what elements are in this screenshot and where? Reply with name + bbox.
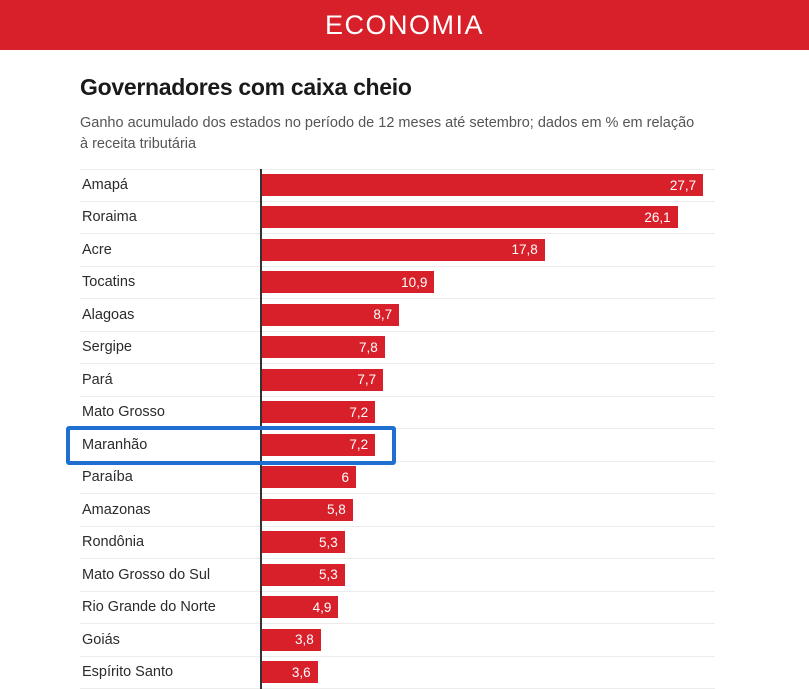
bar-track <box>260 202 715 234</box>
bar-row <box>80 592 715 625</box>
bar-value-label: 10,9 <box>401 274 428 290</box>
bar-value-label: 3,6 <box>291 664 311 680</box>
bar-chart <box>80 169 715 689</box>
section-banner-title: ECONOMIA <box>324 9 484 40</box>
bar-row <box>80 364 715 397</box>
bar <box>260 531 345 553</box>
bar <box>260 596 338 618</box>
bar-row <box>80 267 715 300</box>
bar-row-label: Pará <box>82 371 113 388</box>
bar <box>260 466 356 488</box>
bar-track <box>260 170 715 201</box>
bar-row <box>80 494 715 527</box>
bar-track <box>260 624 715 656</box>
bar-row <box>80 202 715 235</box>
bar <box>260 304 399 326</box>
bar-row-label: Mato Grosso do Sul <box>82 566 211 583</box>
bar <box>260 206 678 228</box>
bar-row <box>80 559 715 592</box>
bar-track <box>260 429 715 461</box>
bar-value-label: 7,2 <box>349 437 369 453</box>
bar-track <box>260 397 715 429</box>
bar-row-label: Alagoas <box>82 306 135 323</box>
bar-value-label: 6 <box>341 469 349 485</box>
bar-value-label: 8,7 <box>373 307 393 323</box>
bar-track <box>260 299 715 331</box>
bar-value-label: 7,2 <box>349 404 369 420</box>
bar-row <box>80 462 715 495</box>
bar-value-label: 7,8 <box>359 339 378 355</box>
bar-value-label: 17,8 <box>511 242 538 258</box>
bar-value-label: 26,1 <box>644 209 671 225</box>
bar <box>260 336 385 358</box>
bar <box>260 174 703 196</box>
bar-track <box>260 234 715 266</box>
chart-axis-line <box>260 169 262 689</box>
bar-value-label: 7,7 <box>357 372 377 388</box>
bar-value-label: 4,9 <box>312 599 332 615</box>
bar-row <box>80 234 715 267</box>
bar-track <box>260 462 715 494</box>
chart-card <box>0 50 809 689</box>
bar <box>260 564 345 586</box>
bar <box>260 271 434 293</box>
bar-row-label: Sergipe <box>82 339 132 356</box>
bar-row <box>80 332 715 365</box>
bar-value-label: 3,8 <box>295 632 314 648</box>
bar-track <box>260 267 715 299</box>
section-banner <box>0 0 809 50</box>
bar-row-label: Amazonas <box>82 501 151 518</box>
chart-title: Governadores com caixa cheio <box>80 74 412 100</box>
bar-row-label: Rio Grande do Norte <box>82 599 216 616</box>
bar-track <box>260 494 715 526</box>
bar-row <box>80 429 715 462</box>
bar-row <box>80 624 715 657</box>
bar-row-label: Amapá <box>82 177 128 194</box>
bar <box>260 661 318 683</box>
bar-row-label: Roraima <box>82 209 137 226</box>
bar <box>260 629 321 651</box>
bar-row-label: Goiás <box>82 631 120 648</box>
bar-row <box>80 299 715 332</box>
bar-row-label: Espírito Santo <box>82 664 174 681</box>
bar-value-label: 5,3 <box>319 534 338 550</box>
bar-track <box>260 364 715 396</box>
bar <box>260 499 353 521</box>
bar <box>260 369 383 391</box>
chart-subtitle: Ganho acumulado dos estados no período de 12 meses até setembro; dados em % em relação à receita tributária <box>80 115 695 153</box>
bar-row-label: Acre <box>82 241 112 258</box>
bar-row-label: Maranhão <box>82 436 148 453</box>
bar-track <box>260 559 715 591</box>
bar-row-label: Rondônia <box>82 534 145 551</box>
bar-track <box>260 527 715 559</box>
bar <box>260 401 375 423</box>
bar-track <box>260 657 715 689</box>
bar-value-label: 5,3 <box>319 567 338 583</box>
bar <box>260 434 375 456</box>
bar <box>260 239 545 261</box>
bar-row-label: Mato Grosso <box>82 404 165 421</box>
bar-track <box>260 332 715 364</box>
bar-value-label: 27,7 <box>669 177 697 193</box>
bar-track <box>260 592 715 624</box>
bar-rows <box>80 169 715 689</box>
bar-value-label: 5,8 <box>327 502 346 518</box>
bar-row-label: Tocatins <box>82 274 136 291</box>
bar-row-label: Paraíba <box>82 469 133 486</box>
bar-row <box>80 169 715 202</box>
bar-row <box>80 397 715 430</box>
bar-row <box>80 527 715 560</box>
